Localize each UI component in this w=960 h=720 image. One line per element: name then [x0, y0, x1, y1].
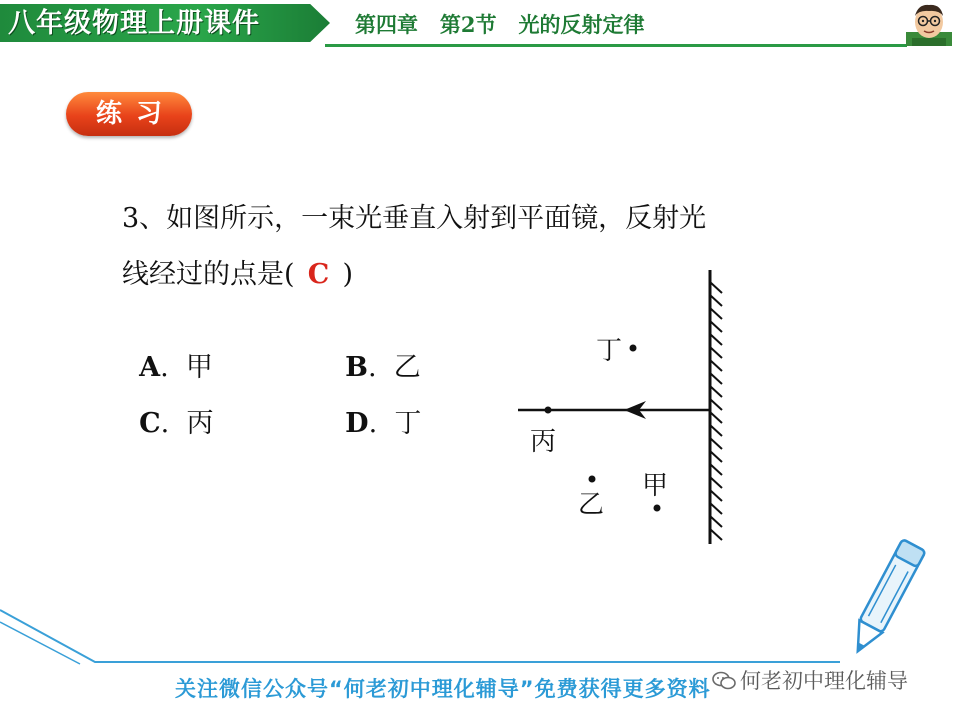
header-divider — [325, 44, 907, 47]
question-line-2-prefix: 线经过的点是( — [122, 259, 295, 290]
option-d-letter: D — [345, 408, 369, 439]
question-line-2-suffix: ) — [342, 259, 354, 290]
mirror-hatch — [710, 529, 722, 540]
mirror-hatch — [710, 451, 722, 462]
point-yi-dot — [589, 476, 596, 483]
answer-text: C — [307, 259, 330, 290]
mirror-hatch — [710, 490, 722, 501]
point-yi-label: 乙 — [578, 490, 605, 520]
plane-mirror — [710, 270, 722, 544]
mirror-hatch — [710, 308, 722, 319]
mirror-diagram — [500, 260, 760, 560]
option-a-text: 甲 — [185, 352, 213, 383]
option-a-sep: . — [160, 352, 169, 383]
mirror-hatch — [710, 412, 722, 423]
practice-badge — [66, 92, 192, 136]
mirror-hatch — [710, 438, 722, 449]
option-d-text: 丁 — [394, 408, 422, 439]
point-jia-dot — [654, 505, 661, 512]
header — [0, 0, 960, 50]
footer-promo: 关注微信公众号“何老初中理化辅导”免费获得更多资料 — [175, 677, 711, 701]
watermark-text: 何老初中理化辅导 — [740, 669, 908, 693]
option-c-text: 丙 — [186, 408, 214, 439]
mirror-hatch — [710, 503, 722, 514]
option-d — [328, 370, 421, 440]
option-b-letter: B — [345, 352, 368, 383]
option-b-text: 乙 — [393, 352, 421, 383]
option-c — [122, 370, 213, 440]
point-bing-dot — [545, 407, 552, 414]
mirror-hatch — [710, 334, 722, 345]
mirror-hatch — [710, 425, 722, 436]
mirror-hatch — [710, 464, 722, 475]
question-line-2 — [122, 250, 353, 300]
pen-icon — [820, 530, 950, 670]
option-c-letter: C — [139, 408, 161, 439]
teacher-avatar-icon — [906, 2, 952, 46]
section-title: 第四章 第2节 光的反射定律 — [355, 12, 645, 37]
mirror-hatch — [710, 360, 722, 371]
option-d-sep: . — [368, 408, 378, 439]
watermark — [712, 664, 952, 698]
point-jia-label: 甲 — [642, 471, 669, 501]
mirror-hatch — [710, 399, 722, 410]
course-title: 八年级物理上册课件 — [8, 8, 260, 39]
mirror-hatch — [710, 516, 722, 527]
mirror-hatch — [710, 373, 722, 384]
point-bing-label: 丙 — [530, 427, 557, 457]
mirror-hatch — [710, 386, 722, 397]
mirror-hatch — [710, 295, 722, 306]
mirror-hatch — [710, 321, 722, 332]
mirror-hatch — [710, 477, 722, 488]
point-ding-label: 丁 — [596, 336, 623, 366]
mirror-hatch — [710, 347, 722, 358]
practice-label: 练习 — [95, 99, 176, 129]
option-c-sep: . — [160, 408, 170, 439]
option-b-sep: . — [368, 352, 377, 383]
point-ding-dot — [630, 345, 637, 352]
mirror-hatch — [710, 282, 722, 293]
question-line-1: 3、如图所示，一束光垂直入射到平面镜，反射光 — [122, 203, 707, 234]
option-a-letter: A — [139, 352, 161, 383]
wechat-icon — [712, 671, 736, 691]
